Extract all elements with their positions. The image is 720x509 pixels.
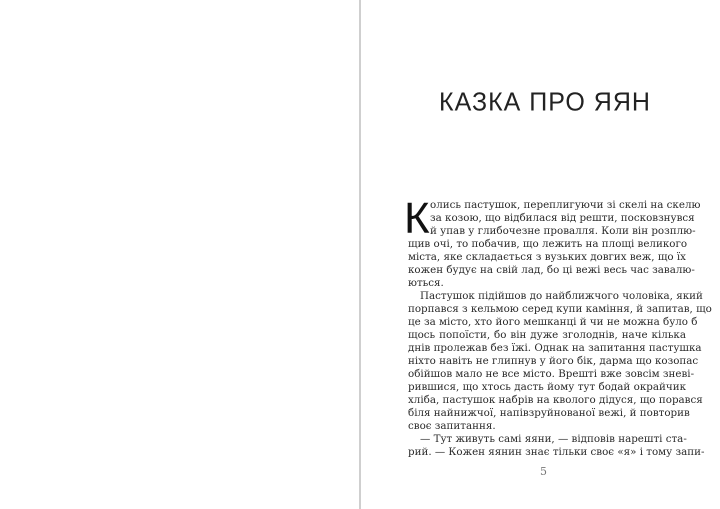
text-line: за козою, що відбилася від решти, посковзнувся <box>430 212 695 224</box>
text-line: хліба, пастушок набрів на кволого дідуся, що порався <box>408 394 703 406</box>
text-line: щось попоїсти, бо він дуже зголоднів, наче кілька <box>408 329 686 341</box>
left-page-blank <box>0 0 359 509</box>
chapter-title: КАЗКА ПРО ЯЯН <box>439 87 651 117</box>
body-text <box>404 194 712 459</box>
text-line: це за місто, хто його мешканці й чи не можна було б <box>408 316 698 328</box>
text-line: щив очі, то побачив, що лежить на площі великого <box>408 238 688 250</box>
text-line: обійшов мало не все місто. Врешті вже зовсім зневі- <box>408 368 695 380</box>
text-line: Пастушок підійшов до найближчого чоловіка, який <box>420 290 703 302</box>
text-line: — Тут живуть самі яяни, — відповів нарешті ста- <box>420 433 687 445</box>
text-line: олись пастушок, переплигуючи зі скелі на скелю <box>430 199 701 211</box>
text-line: своє запитання. <box>408 420 496 432</box>
text-line: й упав у глибочезне провалля. Коли він розплю- <box>430 225 696 237</box>
drop-cap: К <box>404 194 430 243</box>
text-line: ніхто навіть не глипнув у його бік, дарма що козопас <box>408 355 699 367</box>
text-line: кожен будує на свій лад, бо ці вежі весь час завалю- <box>408 264 695 276</box>
text-line: рий. — Кожен яянин знає тільки своє «я» і тому запи- <box>408 446 705 458</box>
text-line: ються. <box>408 277 444 289</box>
text-line: міста, яке складається з вузьких довгих веж, що їх <box>408 251 686 263</box>
text-line: рившися, що хтось дасть йому тут бодай окрайчик <box>408 381 686 393</box>
text-line: днів пролежав без їжі. Однак на запитання пастушка <box>408 342 702 354</box>
text-line: біля найнижчої, напівзруйнованої вежі, й повторив <box>408 407 690 419</box>
page-number: 5 <box>540 465 547 478</box>
text-line: порпався з кельмою серед купи каміння, й запитав, що <box>408 303 712 315</box>
page-gutter <box>359 0 361 509</box>
